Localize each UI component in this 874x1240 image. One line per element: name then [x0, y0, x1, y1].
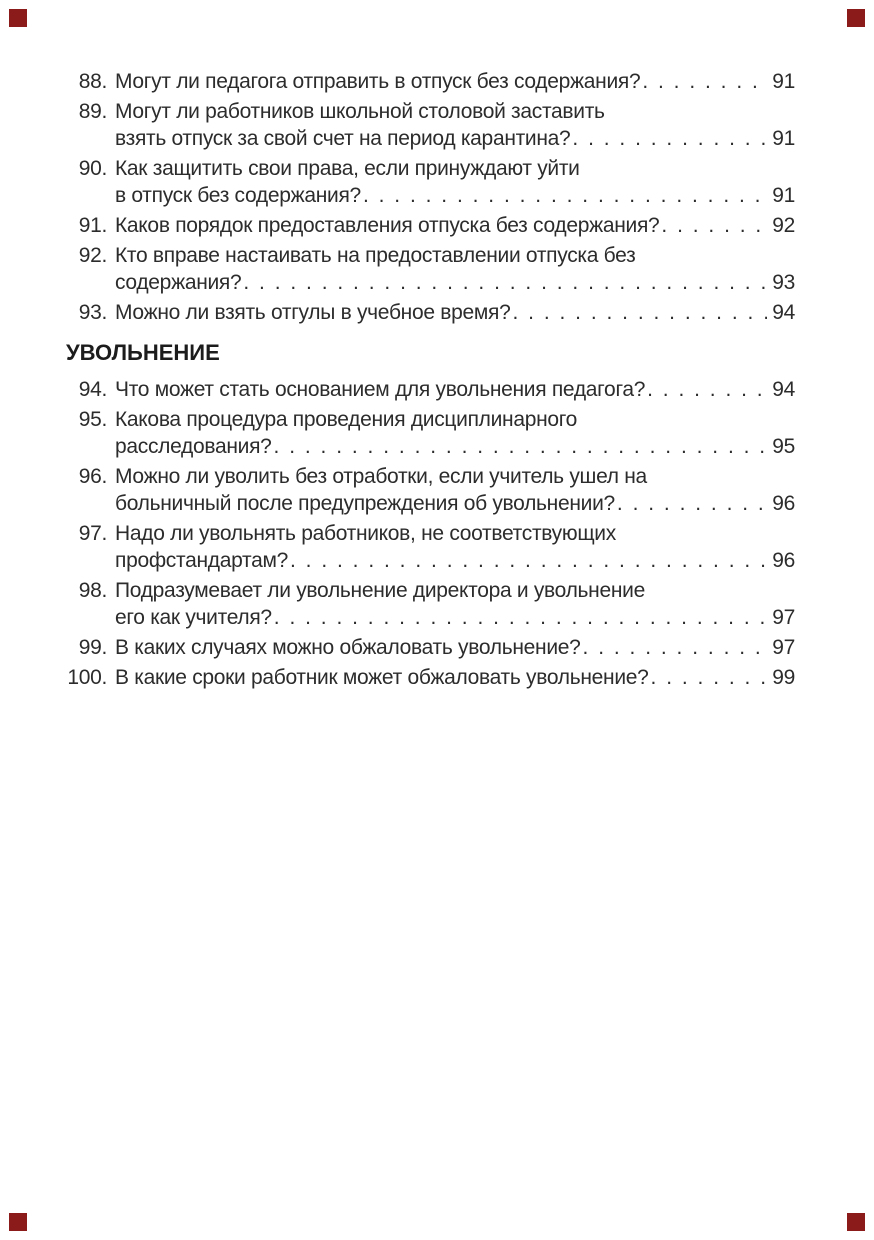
toc-line — [115, 155, 795, 182]
page-number: 97 — [772, 606, 795, 629]
table-of-contents — [58, 68, 795, 694]
toc-entry — [58, 577, 795, 631]
page-number: 93 — [772, 271, 795, 294]
toc-line — [115, 490, 795, 517]
entry-text: Какова процедура проведения дисциплинарного — [115, 408, 578, 431]
dot-leader — [647, 376, 767, 403]
toc-line — [115, 664, 795, 691]
entry-text: Могут ли работников школьной столовой заставить — [115, 100, 605, 123]
entry-text: профстандартам? — [115, 549, 288, 572]
toc-line — [115, 299, 795, 326]
toc-line — [115, 98, 795, 125]
dot-leader — [642, 68, 767, 95]
entry-text: больничный после предупреждения об увольнении? — [115, 492, 615, 515]
toc-line — [115, 634, 795, 661]
page-number: 94 — [772, 378, 795, 401]
page-number: 96 — [772, 492, 795, 515]
corner-marker-top-right — [847, 9, 865, 27]
corner-marker-top-left — [9, 9, 27, 27]
toc-line — [115, 212, 795, 239]
entry-text: Надо ли увольнять работников, не соответствующих — [115, 522, 616, 545]
toc-entry — [58, 98, 795, 152]
entry-text: в отпуск без содержания? — [115, 184, 361, 207]
dot-leader — [583, 634, 768, 661]
dot-leader — [274, 433, 768, 460]
entry-number: 93. — [78, 301, 107, 324]
toc-entry — [58, 155, 795, 209]
dot-leader — [661, 212, 767, 239]
entry-text: Можно ли взять отгулы в учебное время? — [115, 301, 511, 324]
toc-line — [115, 242, 795, 269]
entry-text: взять отпуск за свой счет на период карантина? — [115, 127, 571, 150]
entry-number: 97. — [78, 522, 107, 545]
toc-entry — [58, 634, 795, 661]
corner-marker-bottom-right — [847, 1213, 865, 1231]
entry-number: 90. — [78, 157, 107, 180]
entry-text: содержания? — [115, 271, 242, 294]
corner-marker-bottom-left — [9, 1213, 27, 1231]
dot-leader — [363, 182, 767, 209]
entry-text: Что может стать основанием для увольнения педагога? — [115, 378, 646, 401]
page-number: 91 — [772, 70, 795, 93]
toc-entry — [58, 299, 795, 326]
entry-text: Кто вправе настаивать на предоставлении отпуска без — [115, 244, 636, 267]
entry-text: его как учителя? — [115, 606, 272, 629]
page-number: 91 — [772, 184, 795, 207]
entry-number: 89. — [78, 100, 107, 123]
toc-entry — [58, 212, 795, 239]
toc-line — [115, 433, 795, 460]
toc-line — [115, 463, 795, 490]
page-number: 92 — [772, 214, 795, 237]
toc-line — [115, 520, 795, 547]
page-number: 95 — [772, 435, 795, 458]
entry-number: 100. — [67, 666, 107, 689]
toc-entry — [58, 68, 795, 95]
toc-line — [115, 577, 795, 604]
toc-line — [115, 269, 795, 296]
entry-text: Подразумевает ли увольнение директора и увольнение — [115, 579, 645, 602]
entry-text: В каких случаях можно обжаловать увольнение? — [115, 636, 581, 659]
toc-entry — [58, 664, 795, 691]
page-number: 96 — [772, 549, 795, 572]
dot-leader — [274, 604, 767, 631]
entry-text: В какие сроки работник может обжаловать увольнение? — [115, 666, 649, 689]
dot-leader — [617, 490, 767, 517]
entry-text: Могут ли педагога отправить в отпуск без содержания? — [115, 70, 641, 93]
dot-leader — [651, 664, 768, 691]
page-number: 99 — [772, 666, 795, 689]
toc-line — [115, 182, 795, 209]
toc-line — [115, 376, 795, 403]
toc-entry — [58, 406, 795, 460]
entry-text: Как защитить свои права, если принуждают уйти — [115, 157, 580, 180]
entry-number: 95. — [78, 408, 107, 431]
entry-number: 99. — [78, 636, 107, 659]
toc-entry — [58, 376, 795, 403]
entry-text: Можно ли уволить без отработки, если учитель ушел на — [115, 465, 647, 488]
entry-number: 91. — [78, 214, 107, 237]
entry-text: расследования? — [115, 435, 272, 458]
dot-leader — [512, 299, 767, 326]
dot-leader — [243, 269, 767, 296]
dot-leader — [572, 125, 767, 152]
toc-entry — [58, 520, 795, 574]
section-heading: УВОЛЬНЕНИЕ — [66, 340, 220, 365]
toc-entry — [58, 463, 795, 517]
toc-entry — [58, 242, 795, 296]
entry-number: 98. — [78, 579, 107, 602]
toc-line — [115, 406, 795, 433]
toc-line — [115, 547, 795, 574]
entry-text: Каков порядок предоставления отпуска без содержания? — [115, 214, 660, 237]
entry-number: 92. — [78, 244, 107, 267]
entry-number: 96. — [78, 465, 107, 488]
page-number: 94 — [772, 301, 795, 324]
toc-line — [115, 125, 795, 152]
page-number: 91 — [772, 127, 795, 150]
entry-number: 94. — [78, 378, 107, 401]
dot-leader — [290, 547, 767, 574]
toc-line — [115, 604, 795, 631]
toc-line — [115, 68, 795, 95]
entry-number: 88. — [78, 70, 107, 93]
page-number: 97 — [772, 636, 795, 659]
